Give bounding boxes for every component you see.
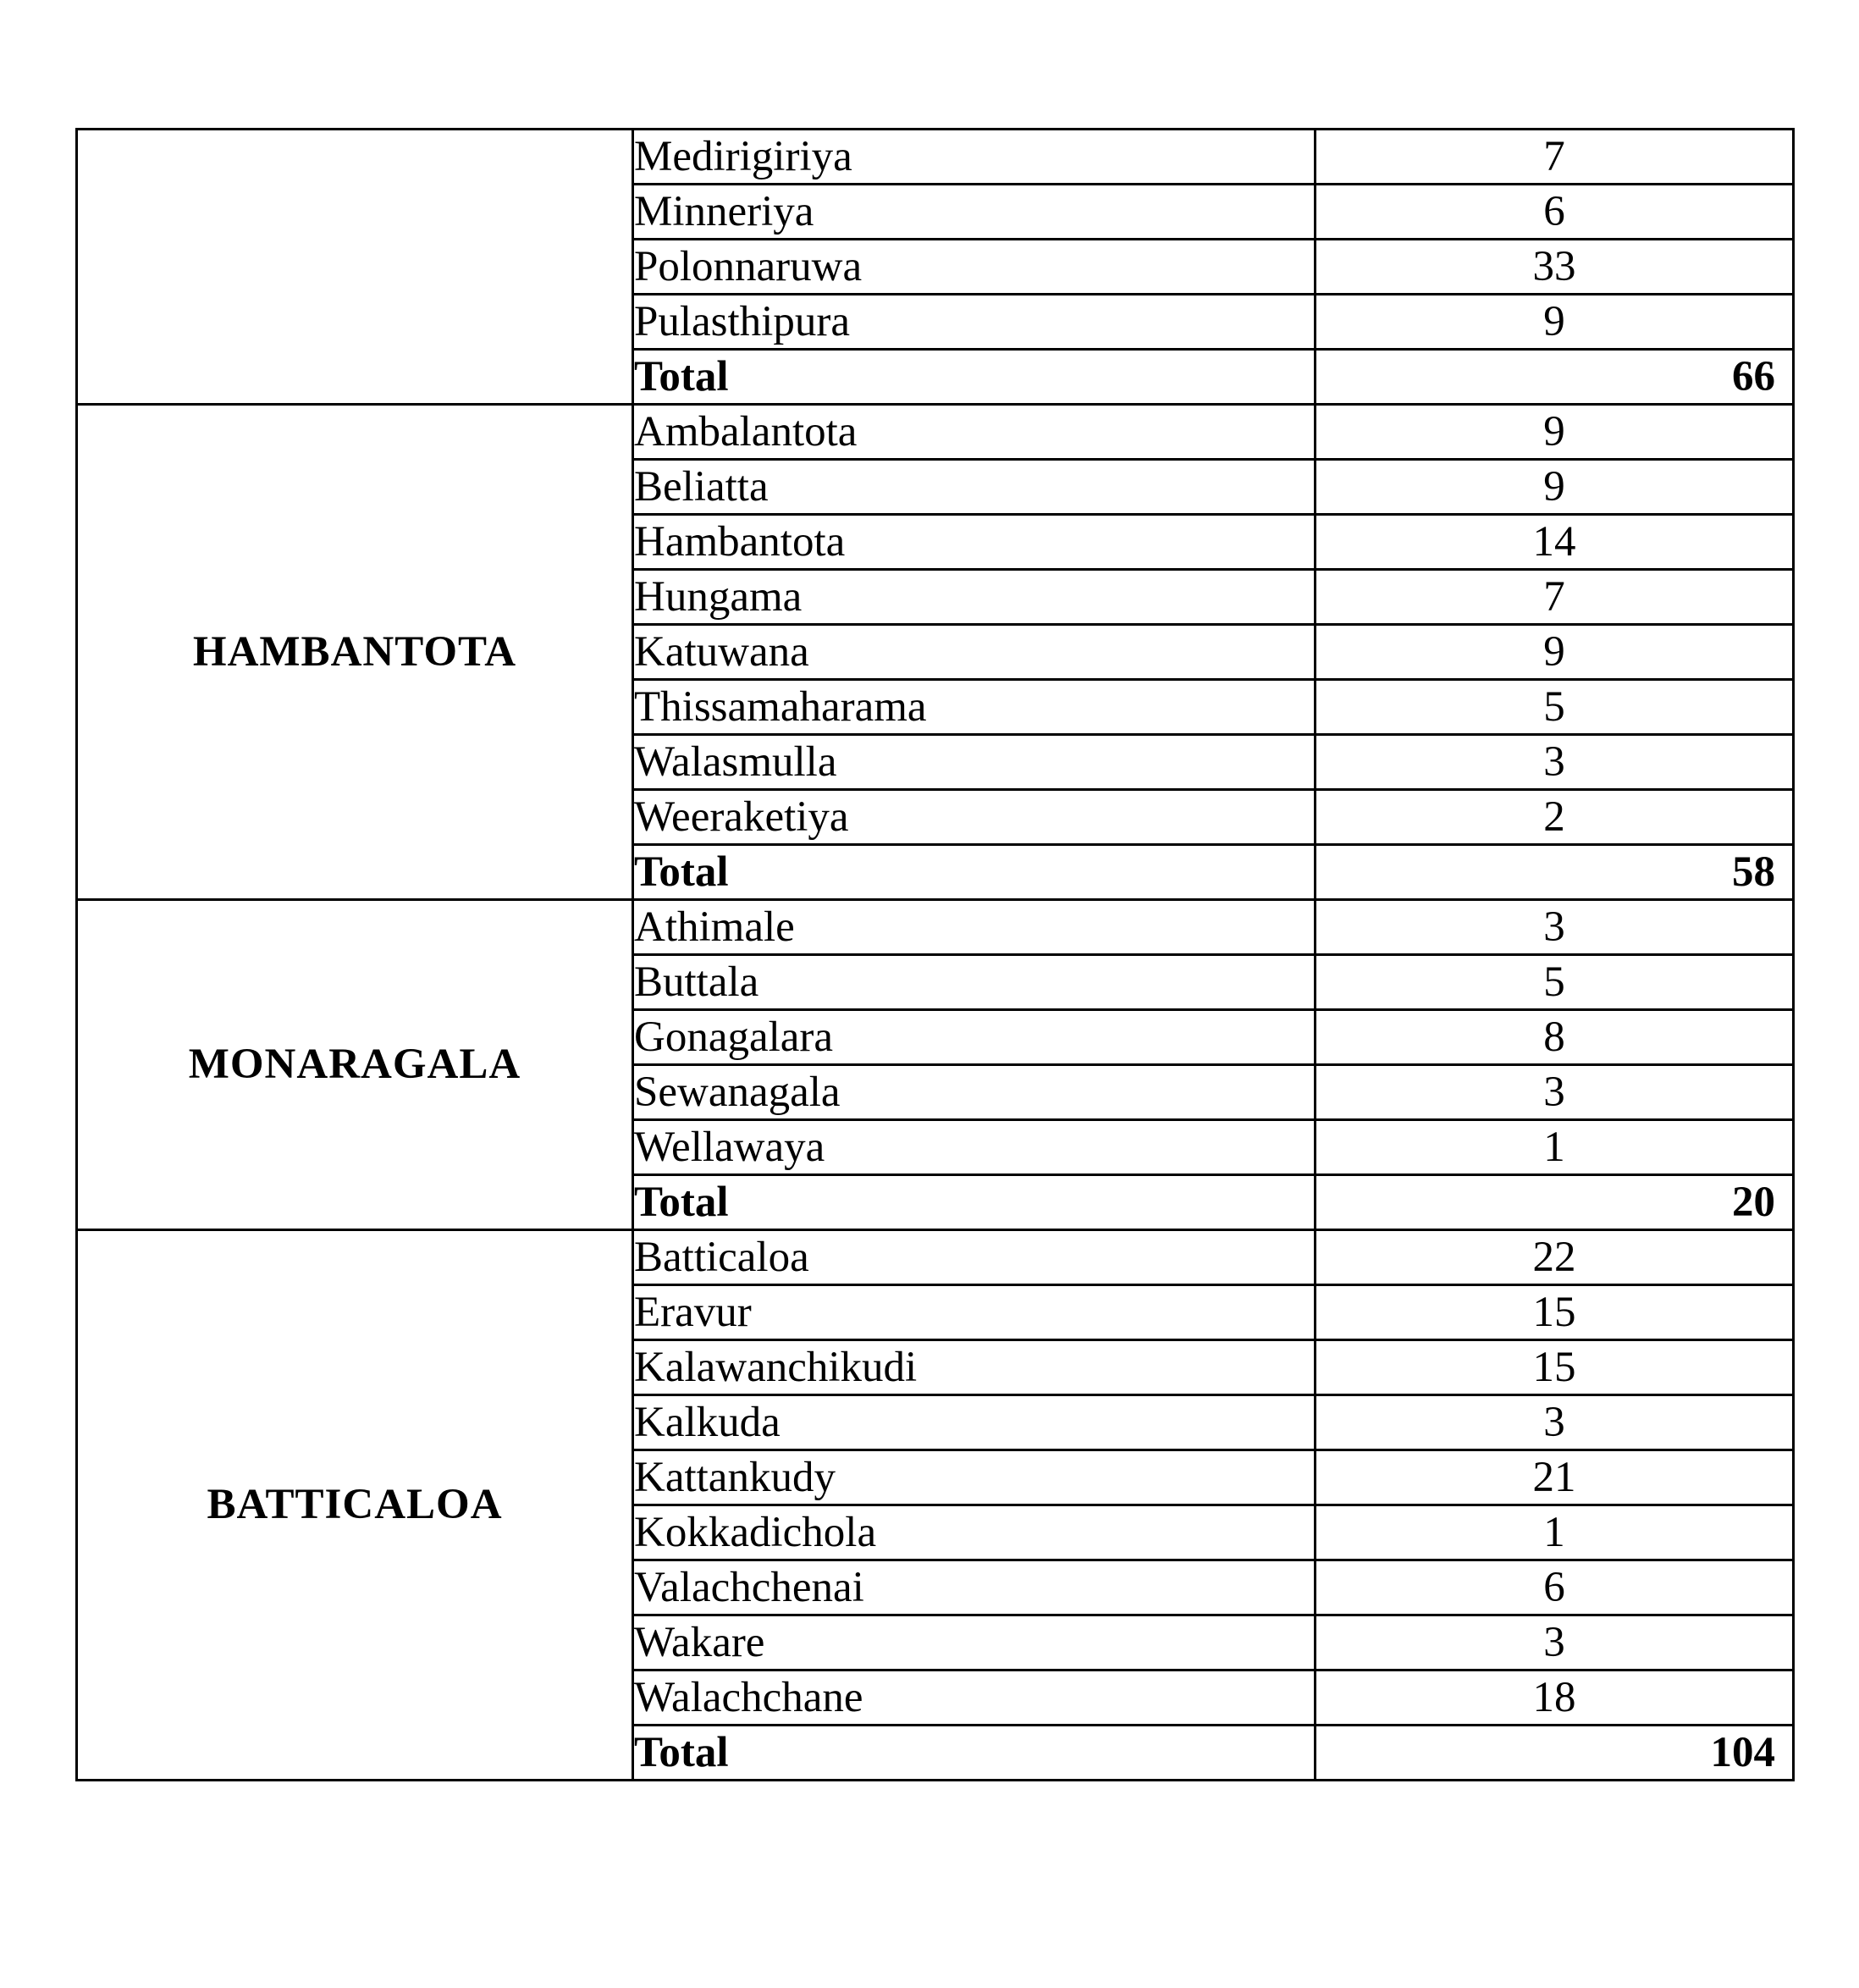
count-cell: 15 — [1316, 1340, 1794, 1395]
division-cell: Hambantota — [633, 515, 1316, 570]
total-value: 66 — [1316, 350, 1794, 405]
total-value: 58 — [1316, 845, 1794, 900]
division-cell: Kalawanchikudi — [633, 1340, 1316, 1395]
count-cell: 3 — [1316, 1395, 1794, 1450]
table-row — [77, 900, 1794, 955]
count-cell: 2 — [1316, 790, 1794, 845]
count-cell: 9 — [1316, 625, 1794, 680]
division-cell: Polonnaruwa — [633, 240, 1316, 295]
count-cell: 3 — [1316, 900, 1794, 955]
count-cell: 9 — [1316, 295, 1794, 350]
count-cell: 15 — [1316, 1285, 1794, 1340]
total-value: 20 — [1316, 1175, 1794, 1230]
division-cell: Thissamaharama — [633, 680, 1316, 735]
division-cell: Pulasthipura — [633, 295, 1316, 350]
division-cell: Medirigiriya — [633, 130, 1316, 185]
division-cell: Eravur — [633, 1285, 1316, 1340]
table-row — [77, 130, 1794, 185]
table-row — [77, 1230, 1794, 1285]
division-cell: Beliatta — [633, 460, 1316, 515]
division-cell: Ambalantota — [633, 405, 1316, 460]
division-cell: Hungama — [633, 570, 1316, 625]
division-cell: Kalkuda — [633, 1395, 1316, 1450]
count-cell: 7 — [1316, 570, 1794, 625]
count-cell: 1 — [1316, 1505, 1794, 1560]
total-label: Total — [633, 1726, 1316, 1781]
division-cell: Walasmulla — [633, 735, 1316, 790]
count-cell: 9 — [1316, 460, 1794, 515]
count-cell: 6 — [1316, 1560, 1794, 1615]
division-cell: Kokkadichola — [633, 1505, 1316, 1560]
total-value: 104 — [1316, 1726, 1794, 1781]
total-label: Total — [633, 1175, 1316, 1230]
district-division-table — [75, 128, 1795, 1781]
division-cell: Athimale — [633, 900, 1316, 955]
total-label: Total — [633, 350, 1316, 405]
division-cell: Batticaloa — [633, 1230, 1316, 1285]
count-cell: 33 — [1316, 240, 1794, 295]
table-row — [77, 405, 1794, 460]
count-cell: 3 — [1316, 1615, 1794, 1670]
count-cell: 22 — [1316, 1230, 1794, 1285]
count-cell: 6 — [1316, 185, 1794, 240]
count-cell: 5 — [1316, 955, 1794, 1010]
total-label: Total — [633, 845, 1316, 900]
division-cell: Walachchane — [633, 1670, 1316, 1726]
division-cell: Minneriya — [633, 185, 1316, 240]
count-cell: 18 — [1316, 1670, 1794, 1726]
count-cell: 3 — [1316, 1065, 1794, 1120]
count-cell: 9 — [1316, 405, 1794, 460]
division-cell: Kattankudy — [633, 1450, 1316, 1505]
district-cell: BATTICALOA — [77, 1230, 633, 1781]
count-cell: 1 — [1316, 1120, 1794, 1175]
count-cell: 14 — [1316, 515, 1794, 570]
district-cell — [77, 130, 633, 405]
division-cell: Wellawaya — [633, 1120, 1316, 1175]
division-cell: Gonagalara — [633, 1010, 1316, 1065]
count-cell: 21 — [1316, 1450, 1794, 1505]
division-cell: Wakare — [633, 1615, 1316, 1670]
division-cell: Buttala — [633, 955, 1316, 1010]
division-cell: Katuwana — [633, 625, 1316, 680]
count-cell: 8 — [1316, 1010, 1794, 1065]
division-cell: Sewanagala — [633, 1065, 1316, 1120]
table-body — [77, 130, 1794, 1781]
count-cell: 5 — [1316, 680, 1794, 735]
division-cell: Weeraketiya — [633, 790, 1316, 845]
count-cell: 7 — [1316, 130, 1794, 185]
district-cell: MONARAGALA — [77, 900, 633, 1230]
district-cell: HAMBANTOTA — [77, 405, 633, 900]
division-cell: Valachchenai — [633, 1560, 1316, 1615]
count-cell: 3 — [1316, 735, 1794, 790]
